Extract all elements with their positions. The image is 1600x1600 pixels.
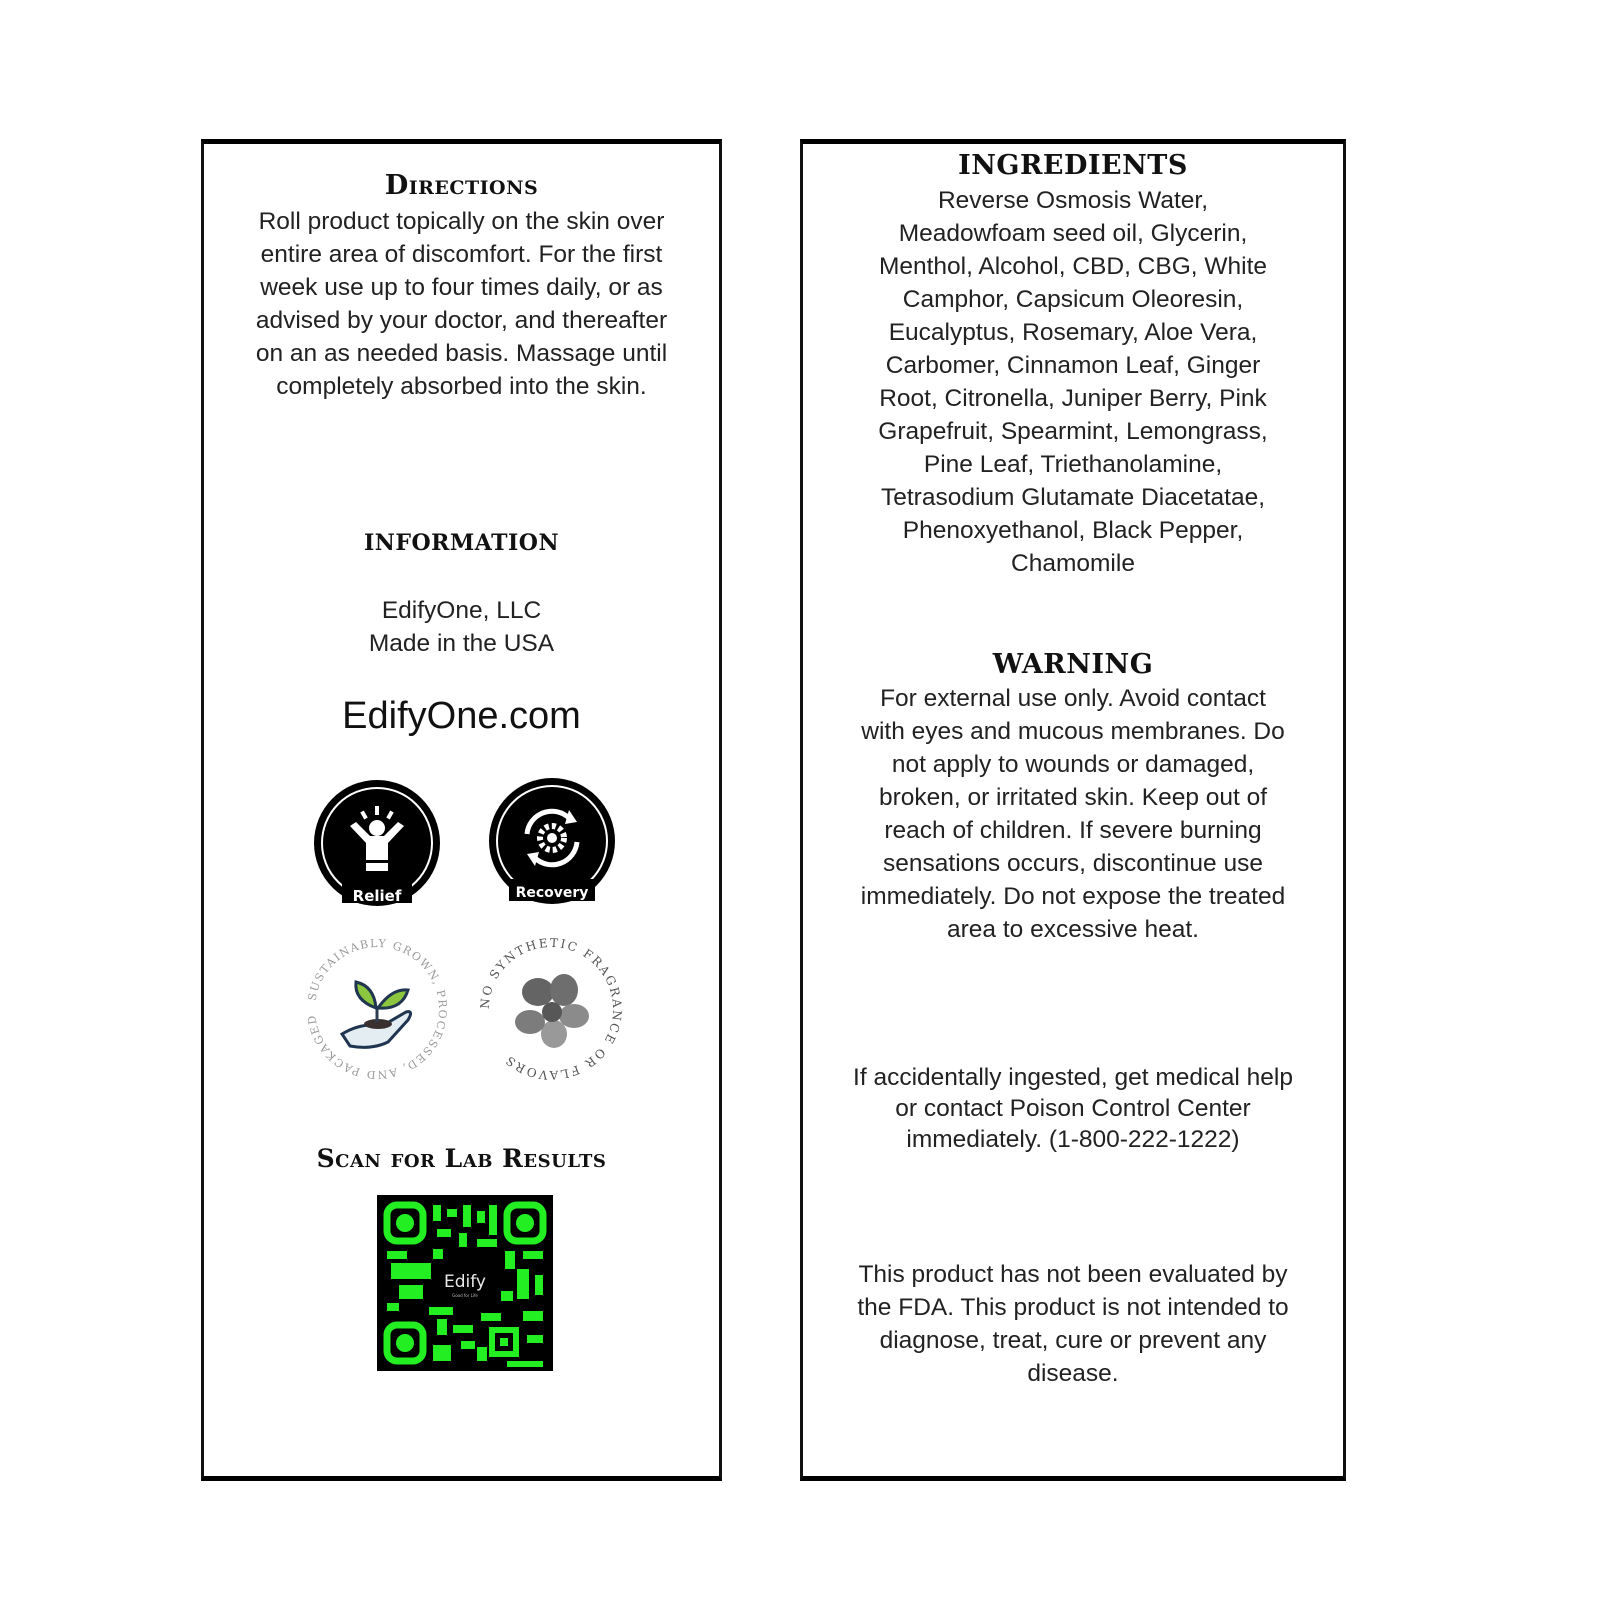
ingredients-line: Reverse Osmosis Water, bbox=[937, 187, 1208, 214]
ingestion-line: If accidentally ingested, get medical help bbox=[853, 1064, 1293, 1091]
ingredients-line: Root, Citronella, Juniper Berry, Pink bbox=[879, 385, 1267, 412]
directions-line: entire area of discomfort. For the first bbox=[260, 241, 663, 268]
person-arms-raised-icon bbox=[312, 778, 442, 908]
fda-line: diagnose, treat, cure or prevent any bbox=[879, 1327, 1267, 1354]
relief-label: Relief bbox=[352, 887, 402, 905]
made-in-usa: Made in the USA bbox=[368, 630, 555, 657]
ingredients-line: Pine Leaf, Triethanolamine, bbox=[923, 451, 1223, 478]
company-info bbox=[204, 594, 719, 660]
directions-line: Roll product topically on the skin over bbox=[258, 208, 665, 235]
ingredients-line: Phenoxyethanol, Black Pepper, bbox=[902, 517, 1244, 544]
flower-icon bbox=[476, 934, 626, 1084]
warning-line: broken, or irritated skin. Keep out of bbox=[878, 784, 1268, 811]
ingredients-line: Eucalyptus, Rosemary, Aloe Vera, bbox=[888, 319, 1258, 346]
hand-sprout-icon bbox=[302, 934, 452, 1084]
fda-disclaimer bbox=[803, 1258, 1343, 1390]
qr-tagline: Good for Life bbox=[452, 1293, 478, 1298]
information-heading: INFORMATION bbox=[363, 530, 560, 556]
recovery-badge bbox=[487, 776, 617, 906]
directions-line: week use up to four times daily, or as bbox=[260, 274, 663, 301]
ingestion-line: or contact Poison Control Center bbox=[895, 1095, 1251, 1122]
directions-line: completely absorbed into the skin. bbox=[276, 373, 647, 400]
seal-ring-text: SUSTAINABLY GROWN, PROCESSED, AND PACKAGED bbox=[305, 936, 450, 1082]
ingredients-line: Menthol, Alcohol, CBD, CBG, White bbox=[878, 253, 1268, 280]
warning-line: not apply to wounds or damaged, bbox=[891, 751, 1255, 778]
seal-ring-text: NO SYNTHETIC FRAGRANCE OR FLAVORS bbox=[477, 935, 625, 1083]
warning-line: For external use only. Avoid contact bbox=[880, 685, 1266, 712]
warning-heading: WARNING bbox=[992, 649, 1154, 680]
qr-brand-text: Edify bbox=[443, 1272, 487, 1292]
lab-results-heading: Scan for Lab Results bbox=[316, 1144, 607, 1173]
warning-line: area to excessive heat. bbox=[947, 916, 1199, 943]
relief-badge bbox=[312, 778, 442, 908]
fda-line: the FDA. This product is not intended to bbox=[857, 1294, 1289, 1321]
warning-line: immediately. Do not expose the treated bbox=[860, 883, 1286, 910]
directions-text bbox=[204, 205, 719, 403]
lab-results-qr-code[interactable] bbox=[377, 1195, 553, 1371]
warning-text bbox=[803, 682, 1343, 946]
fda-line: disease. bbox=[1027, 1360, 1119, 1387]
warning-line: with eyes and mucous membranes. Do bbox=[861, 718, 1285, 745]
no-synthetic-fragrance-seal bbox=[476, 934, 626, 1084]
directions-heading: Directions bbox=[384, 170, 539, 201]
warning-line: sensations occurs, discontinue use bbox=[883, 850, 1263, 877]
ingredients-line: Camphor, Capsicum Oleoresin, bbox=[902, 286, 1244, 313]
website-link[interactable]: EdifyOne.com bbox=[342, 695, 581, 737]
directions-info-panel bbox=[201, 139, 722, 1481]
ingredients-line: Meadowfoam seed oil, Glycerin, bbox=[898, 220, 1248, 247]
ingredients-line: Grapefruit, Spearmint, Lemongrass, bbox=[878, 418, 1268, 445]
ingredients-heading: INGREDIENTS bbox=[958, 150, 1188, 181]
ingredients-line: Chamomile bbox=[1011, 550, 1135, 577]
fda-line: This product has not been evaluated by bbox=[858, 1261, 1288, 1288]
ingredients-line: Carbomer, Cinnamon Leaf, Ginger bbox=[885, 352, 1261, 379]
ingredients-line: Tetrasodium Glutamate Diacetatae, bbox=[880, 484, 1266, 511]
gear-refresh-icon bbox=[487, 776, 617, 906]
ingredients-warning-panel bbox=[800, 139, 1346, 1481]
ingestion-notice bbox=[803, 1062, 1343, 1155]
directions-line: on an as needed basis. Massage until bbox=[255, 340, 668, 367]
warning-line: reach of children. If severe burning bbox=[884, 817, 1262, 844]
directions-line: advised by your doctor, and thereafter bbox=[255, 307, 668, 334]
ingredients-list bbox=[803, 184, 1343, 580]
company-name: EdifyOne, LLC bbox=[381, 597, 542, 624]
recovery-label: Recovery bbox=[515, 885, 589, 901]
sustainably-grown-seal bbox=[302, 934, 452, 1084]
qr-code-icon bbox=[377, 1195, 553, 1371]
ingestion-line: immediately. (1-800-222-1222) bbox=[906, 1126, 1240, 1153]
